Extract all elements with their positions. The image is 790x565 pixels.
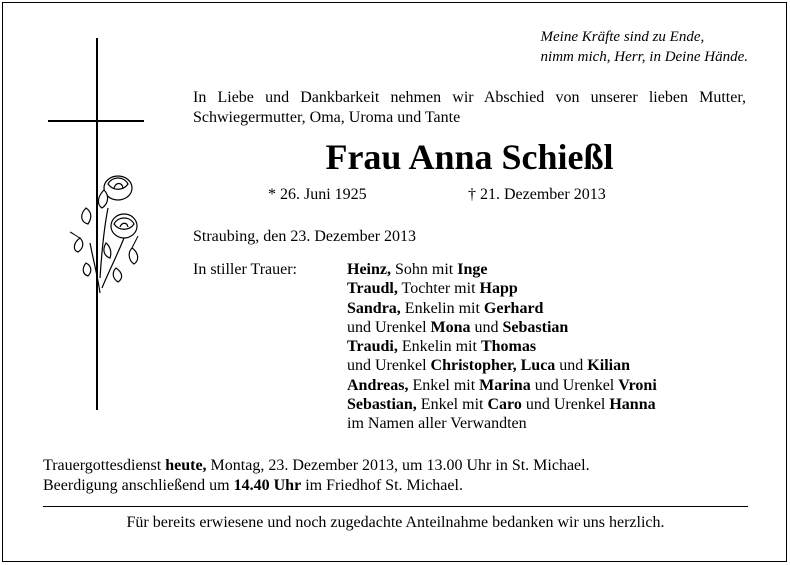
mourner-name: Mona — [430, 318, 471, 336]
mourner-name: Thomas — [480, 338, 537, 356]
mourner-name: Kilian — [587, 357, 630, 375]
mourner-row — [347, 414, 657, 433]
divider-line — [43, 506, 748, 507]
birth-date: * 26. Juni 1925 — [268, 186, 367, 203]
mourner-relation: und — [555, 357, 588, 375]
mourner-relation: im Namen aller Verwandten — [347, 415, 527, 433]
intro-text: In Liebe und Dankbarkeit nehmen wir Abschied von unserer lieben Mutter, Schwiegermutter, Oma, Uroma und Tante — [193, 89, 746, 126]
mourner-name: Heinz, — [347, 261, 391, 278]
burial-time: 14.40 Uhr — [233, 477, 302, 494]
mourner-row — [347, 279, 657, 298]
mourner-relation: und — [470, 318, 503, 336]
mourner-name: Andreas, — [347, 376, 409, 394]
mourner-name: Sebastian — [502, 318, 569, 336]
mourner-relation: und Urenkel — [521, 396, 610, 414]
mourner-row — [347, 356, 657, 375]
mourner-relation: Sohn mit — [391, 261, 458, 278]
mourner-name: Gerhard — [483, 299, 544, 317]
mourner-name: Sandra, — [347, 299, 401, 317]
burial-place: im Friedhof St. Michael. — [301, 477, 463, 494]
mourner-row — [347, 395, 657, 414]
mourner-row — [347, 318, 657, 337]
mourner-name: Caro — [487, 396, 522, 414]
service-day-highlight: heute, — [165, 457, 207, 474]
mourner-name: Vroni — [618, 376, 657, 394]
mourner-row — [347, 337, 657, 356]
cross-with-roses-icon — [46, 38, 146, 410]
mourner-name: Sebastian, — [347, 396, 417, 414]
service-info — [43, 456, 590, 496]
deceased-name: Frau Anna Schießl — [325, 137, 614, 177]
death-date: † 21. Dezember 2013 — [468, 186, 606, 203]
mourners-label: In stiller Trauer: — [193, 261, 297, 278]
motto-line-2: nimm mich, Herr, in Deine Hände. — [540, 49, 748, 65]
place-and-date: Straubing, den 23. Dezember 2013 — [193, 228, 417, 245]
mourner-name: Hanna — [609, 396, 656, 414]
mourner-name: Marina — [479, 376, 531, 394]
mourner-row — [347, 299, 657, 318]
mourner-relation: Enkel mit — [408, 376, 480, 394]
mourner-relation: und Urenkel — [347, 357, 431, 375]
mourner-relation: Enkelin mit — [397, 338, 481, 356]
mourner-relation: und Urenkel — [530, 376, 619, 394]
mourner-name: Inge — [457, 261, 488, 278]
mourner-row — [347, 260, 657, 279]
service-line-2 — [43, 476, 590, 496]
mourner-relation: und Urenkel — [347, 318, 431, 336]
mourner-relation: Enkel mit — [416, 396, 488, 414]
mourner-row — [347, 376, 657, 395]
mourner-relation: Tochter mit — [397, 280, 480, 298]
service-line-1 — [43, 456, 590, 476]
mourner-relation: Enkelin mit — [400, 299, 484, 317]
mourners-list — [347, 260, 657, 434]
service-label: Trauergottesdienst — [43, 457, 166, 474]
mourner-name: Traudl, — [347, 280, 398, 298]
thanks-text: Für bereits erwiesene und noch zugedachte Anteilnahme bedanken wir uns herzlich. — [126, 514, 665, 531]
motto-quote — [541, 27, 748, 67]
burial-label: Beerdigung anschließend um — [43, 477, 234, 494]
mourner-name: Traudi, — [347, 338, 398, 356]
mourner-name: Happ — [479, 280, 518, 298]
mourner-name: Christopher, Luca — [430, 357, 556, 375]
motto-line-1: Meine Kräfte sind zu Ende, — [540, 29, 705, 45]
service-details: Montag, 23. Dezember 2013, um 13.00 Uhr in St. Michael. — [206, 457, 590, 474]
